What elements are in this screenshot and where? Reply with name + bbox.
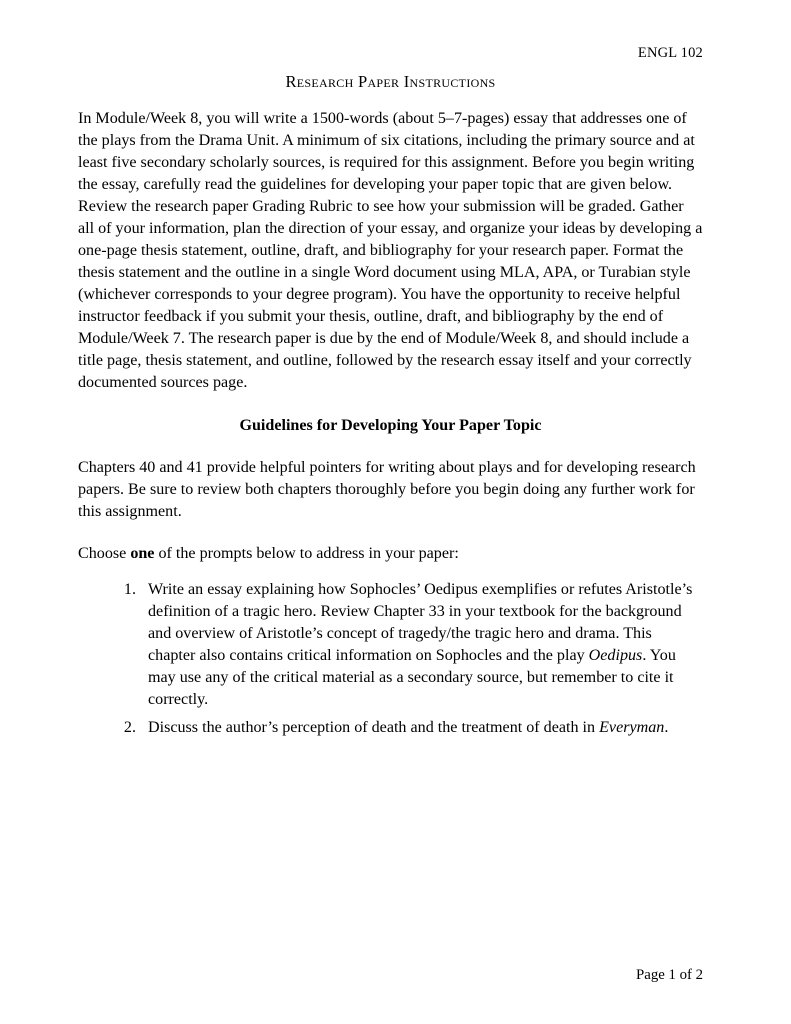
prompt-1-seg-1: Write an essay explaining how Sophocles’ Oedipus exemplifies or refutes Aristotle’s definition of a tragic hero. Review Chapter 33 in your textbook for the background and overview of Aristotle’s concept of tragedy/the tragic hero and drama. This chapter also contains critical information on Sophocles and the play: [148, 580, 693, 664]
choose-prefix: Choose: [78, 544, 131, 562]
page-title: Research Paper Instructions: [285, 72, 496, 92]
spacer: [78, 395, 703, 415]
page-footer: Page 1 of 2: [636, 967, 703, 983]
prompt-2-seg-1: Discuss the author’s perception of death and the treatment of death in: [148, 719, 600, 737]
choose-suffix: of the prompts below to address in your paper:: [154, 544, 459, 562]
prompt-2-title-everyman: Everyman: [599, 719, 665, 737]
list-item: [140, 717, 703, 739]
spacer: [78, 437, 703, 457]
intro-paragraph: In Module/Week 8, you will write a 1500-words (about 5–7-pages) essay that addresses one of the plays from the Drama Unit. A minimum of six citations, including the primary source and at least five secondary scholarly sources, is required for this assignment. Before you begin writing the essay, carefully read the guidelines for developing your paper topic that are given below. Review the research paper Grading Rubric to see how your submission will be graded. Gather all of your information, plan the direction of your essay, and organize your ideas by developing a one-page thesis statement, outline, draft, and bibliography for your research paper. Format the thesis statement and the outline in a single Word document using MLA, APA, or Turabian style (whichever corresponds to your degree program). You have the opportunity to receive helpful instructor feedback if you submit your thesis, outline, draft, and bibliography by the end of Module/Week 7. The research paper is due by the end of Module/Week 8, and should include a title page, thesis statement, and outline, followed by the research essay itself and your correctly documented sources page.: [78, 109, 703, 392]
prompt-1-title-oedipus: Oedipus: [588, 646, 643, 664]
chapters-paragraph: Chapters 40 and 41 provide helpful pointers for writing about plays and for developing research papers. Be sure to review both chapters thoroughly before you begin doing any further work for this assignment.: [78, 458, 696, 520]
choose-one-line: [78, 543, 703, 565]
running-head-course-code: ENGL 102: [637, 45, 703, 61]
choose-emphasis: one: [130, 544, 155, 562]
spacer: [78, 523, 703, 543]
prompt-1-seg-3: . You may use any of the critical material as a secondary source, but remember to cite it correctly.: [148, 646, 676, 708]
list-item: [140, 579, 703, 711]
prompt-list: [78, 579, 703, 739]
prompt-2-seg-3: .: [664, 719, 669, 737]
section-heading-guidelines: Guidelines for Developing Your Paper Topic: [239, 416, 542, 434]
